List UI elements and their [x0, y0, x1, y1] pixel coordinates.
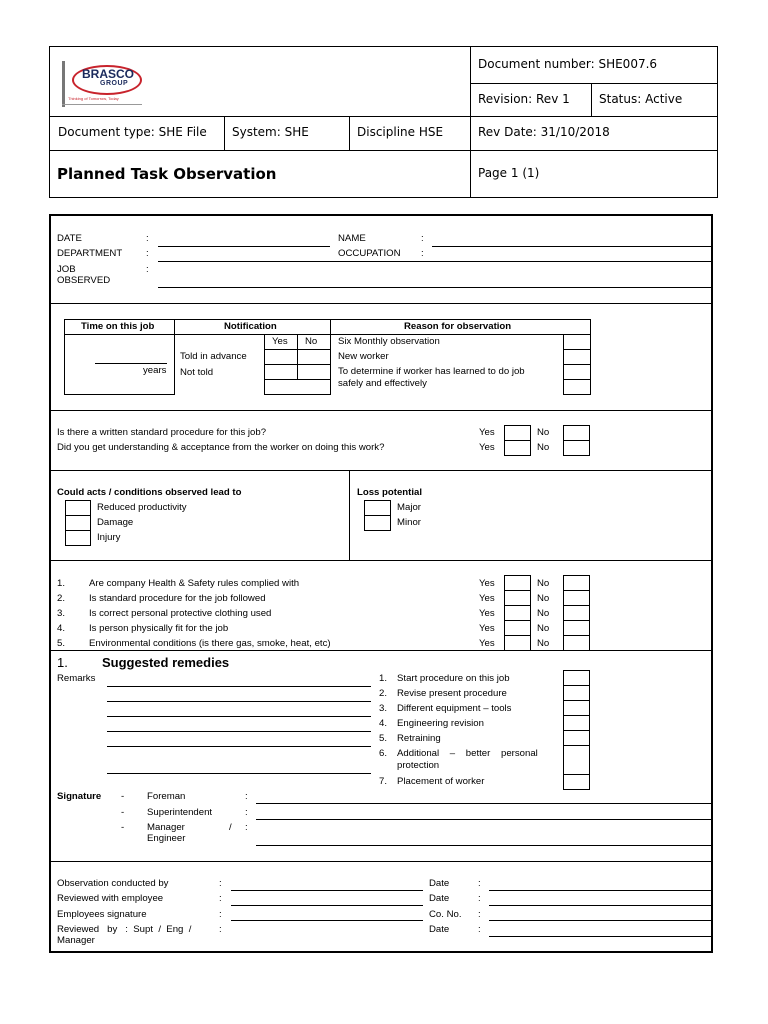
reason-checkbox-determine[interactable] [563, 364, 591, 380]
loss-potential-heading: Loss potential [357, 487, 423, 498]
header-divider [591, 83, 592, 116]
section-divider [51, 303, 711, 304]
checkbox-remedy-1[interactable] [563, 670, 590, 686]
reviewed-by-label: Reviewed by : Supt / Eng / [57, 924, 192, 935]
remedy-number: 7. [379, 776, 388, 787]
colon: : [219, 924, 222, 935]
discipline: Discipline HSE [357, 125, 444, 139]
remarks-line[interactable] [107, 686, 371, 687]
co-no-field[interactable] [489, 920, 711, 921]
table-line [64, 319, 591, 320]
engineer-label: Engineer [147, 833, 186, 844]
table-line [174, 319, 175, 395]
told-in-advance-label: Told in advance [180, 351, 247, 362]
check-text: Is person physically fit for the job [89, 623, 229, 634]
remedy-text: protection [397, 760, 440, 771]
years-label: years [143, 365, 167, 376]
no-label: No [537, 608, 550, 619]
reason-item: To determine if worker has learned to do job [338, 366, 525, 377]
observation-conducted-label: Observation conducted by [57, 878, 169, 889]
logo-text-group: GROUP [100, 80, 129, 87]
notification-heading: Notification [224, 321, 277, 332]
remedy-text: Different equipment – tools [397, 703, 512, 714]
no-label: No [537, 427, 550, 438]
remedy-text: Start procedure on this job [397, 673, 510, 684]
checkbox-major[interactable] [364, 500, 391, 516]
colon: : [478, 909, 481, 920]
colon: : [245, 791, 248, 802]
reason-heading: Reason for observation [404, 321, 512, 332]
table-line [297, 334, 298, 380]
checkbox-damage[interactable] [65, 515, 91, 531]
reason-checkbox-new-worker[interactable] [563, 349, 591, 365]
remedy-text: Revise present procedure [397, 688, 507, 699]
manager-label: Manager [57, 935, 95, 946]
dash: - [121, 791, 125, 802]
checkbox-remedy-5[interactable] [563, 730, 590, 746]
checkbox-check2-no[interactable] [563, 590, 590, 606]
reason-item: Six Monthly observation [338, 336, 440, 347]
status: Status: Active [599, 92, 683, 106]
procedure-question: Did you get understanding & acceptance from the worker on doing this work? [57, 442, 385, 453]
employees-signature-label: Employees signature [57, 909, 147, 920]
acts-item: Injury [97, 532, 121, 543]
manager-label: Manager [147, 822, 185, 833]
remarks-label: Remarks [57, 673, 96, 684]
check-number: 1. [57, 578, 66, 589]
remarks-line[interactable] [107, 716, 371, 717]
remedy-number: 3. [379, 703, 388, 714]
yes-label: Yes [479, 593, 495, 604]
employees-signature-field[interactable] [231, 920, 423, 921]
remedy-text: Additional – better personal [397, 748, 538, 759]
header-divider [470, 83, 718, 84]
conducted-by-field[interactable] [231, 890, 423, 891]
colon: : [245, 807, 248, 818]
not-told-label: Not told [180, 367, 214, 378]
checkbox-check2-yes[interactable] [504, 590, 531, 606]
checkbox-q2-yes[interactable] [504, 440, 531, 456]
colon: : [219, 878, 222, 889]
colon: : [219, 909, 222, 920]
checkbox-reduced-productivity[interactable] [65, 500, 91, 516]
dash: - [121, 822, 125, 833]
header-divider [49, 116, 718, 117]
date-field[interactable] [158, 246, 330, 247]
job-observed-field[interactable] [158, 287, 711, 288]
check-number: 2. [57, 593, 66, 604]
loss-item: Major [397, 502, 421, 513]
reason-item: safely and effectively [338, 378, 427, 389]
no-label: No [537, 623, 550, 634]
section-divider [51, 650, 711, 651]
observed-label: OBSERVED [57, 275, 111, 286]
manager-signature-field[interactable] [256, 845, 711, 846]
remedy-text: Placement of worker [397, 776, 485, 787]
remedy-number: 6. [379, 748, 388, 759]
no-label: No [305, 336, 318, 347]
yes-label: Yes [272, 336, 288, 347]
no-label: No [537, 578, 550, 589]
check-text: Are company Health & Safety rules complied with [89, 578, 300, 589]
yes-label: Yes [479, 578, 495, 589]
checkbox-remedy-2[interactable] [563, 685, 590, 701]
checkbox-check3-yes[interactable] [504, 605, 531, 621]
header-divider [470, 46, 471, 198]
remedy-text: Engineering revision [397, 718, 484, 729]
checkbox-check1-no[interactable] [563, 575, 590, 591]
checkbox-check4-no[interactable] [563, 620, 590, 636]
yes-label: Yes [479, 442, 495, 453]
checkbox-check3-no[interactable] [563, 605, 590, 621]
checkbox-q1-no[interactable] [563, 425, 590, 441]
page-number: Page 1 (1) [478, 166, 540, 180]
no-label: No [537, 442, 550, 453]
acts-heading: Could acts / conditions observed lead to [57, 487, 242, 498]
date-label: DATE [57, 233, 82, 244]
yes-label: Yes [479, 623, 495, 634]
foreman-label: Foreman [147, 791, 186, 802]
section-divider [51, 470, 711, 471]
job-label: JOB [57, 264, 76, 275]
date-field[interactable] [489, 936, 711, 937]
occupation-label: OCCUPATION [338, 248, 401, 259]
checkbox-injury[interactable] [65, 530, 91, 546]
remedies-heading: Suggested remedies [102, 655, 230, 670]
colon: : [146, 264, 149, 275]
checkbox-minor[interactable] [364, 515, 391, 531]
acts-item: Reduced productivity [97, 502, 187, 513]
department-field[interactable] [158, 261, 711, 262]
logo-text-brasco: BRASCO [82, 67, 135, 81]
system: System: SHE [232, 125, 309, 139]
section-divider [51, 861, 711, 862]
superintendent-label: Superintendent [147, 807, 213, 818]
logo-tagline: Thinking of Tomorrow, Today [68, 96, 119, 101]
section-divider [51, 410, 711, 411]
department-label: DEPARTMENT [57, 248, 123, 259]
yes-label: Yes [479, 427, 495, 438]
checkbox-check4-yes[interactable] [504, 620, 531, 636]
check-text: Is standard procedure for the job followed [89, 593, 266, 604]
reason-item: New worker [338, 351, 389, 362]
check-number: 4. [57, 623, 66, 634]
acts-item: Damage [97, 517, 134, 528]
colon: : [219, 893, 222, 904]
no-label: No [537, 593, 550, 604]
loss-item: Minor [397, 517, 421, 528]
table-line [64, 394, 174, 395]
remedy-number: 1. [379, 673, 388, 684]
remedies-number: 1. [57, 655, 68, 670]
superintendent-signature-field[interactable] [256, 819, 711, 820]
page-title: Planned Task Observation [57, 165, 277, 183]
dash: - [121, 807, 125, 818]
name-field[interactable] [432, 246, 711, 247]
header-divider [349, 116, 350, 150]
revision: Revision: Rev 1 [478, 92, 570, 106]
reviewed-with-employee-field[interactable] [231, 905, 423, 906]
no-label: No [537, 638, 550, 649]
time-on-job-heading: Time on this job [81, 321, 155, 332]
section-divider [349, 470, 350, 560]
checkbox-q2-no[interactable] [563, 440, 590, 456]
date-field[interactable] [489, 890, 711, 891]
remarks-line[interactable] [107, 731, 371, 732]
date-label: Date [429, 878, 450, 889]
check-number: 3. [57, 608, 66, 619]
section-divider [51, 560, 711, 561]
foreman-signature-field[interactable] [256, 803, 711, 804]
date-label: Date [429, 924, 450, 935]
rev-date: Rev Date: 31/10/2018 [478, 125, 610, 139]
checkbox-remedy-3[interactable] [563, 700, 590, 716]
remedy-number: 4. [379, 718, 388, 729]
years-field[interactable] [95, 363, 167, 364]
colon: : [421, 248, 424, 259]
header-divider [49, 150, 718, 151]
checkbox-remedy-6[interactable] [563, 745, 590, 775]
slash: / [229, 822, 232, 833]
signature-label: Signature [57, 791, 102, 802]
colon: : [421, 233, 424, 244]
colon: : [146, 248, 149, 259]
reviewed-with-employee-label: Reviewed with employee [57, 893, 164, 904]
colon: : [245, 822, 248, 833]
table-line [264, 364, 331, 365]
name-label: NAME [338, 233, 366, 244]
date-label: Date [429, 893, 450, 904]
table-line [264, 349, 331, 350]
colon: : [146, 233, 149, 244]
table-line [64, 319, 65, 395]
document-type: Document type: SHE File [58, 125, 207, 139]
colon: : [478, 924, 481, 935]
colon: : [478, 878, 481, 889]
reason-checkbox-six-monthly[interactable] [563, 334, 591, 350]
checkbox-remedy-4[interactable] [563, 715, 590, 731]
brasco-logo [62, 59, 142, 107]
checkbox-check1-yes[interactable] [504, 575, 531, 591]
date-field[interactable] [489, 905, 711, 906]
remedy-number: 5. [379, 733, 388, 744]
table-line [264, 379, 331, 380]
yes-label: Yes [479, 638, 495, 649]
remarks-line[interactable] [107, 746, 371, 747]
colon: : [478, 893, 481, 904]
document-number: Document number: SHE007.6 [478, 57, 658, 71]
remedy-number: 2. [379, 688, 388, 699]
remedy-text: Retraining [397, 733, 441, 744]
co-no-label: Co. No. [429, 909, 462, 920]
header-divider [224, 116, 225, 150]
procedure-question: Is there a written standard procedure for this job? [57, 427, 267, 438]
checkbox-q1-yes[interactable] [504, 425, 531, 441]
check-text: Is correct personal protective clothing used [89, 608, 272, 619]
check-number: 5. [57, 638, 66, 649]
yes-label: Yes [479, 608, 495, 619]
check-text: Environmental conditions (is there gas, smoke, heat, etc) [89, 638, 331, 649]
remarks-line[interactable] [107, 773, 371, 774]
remarks-line[interactable] [107, 701, 371, 702]
